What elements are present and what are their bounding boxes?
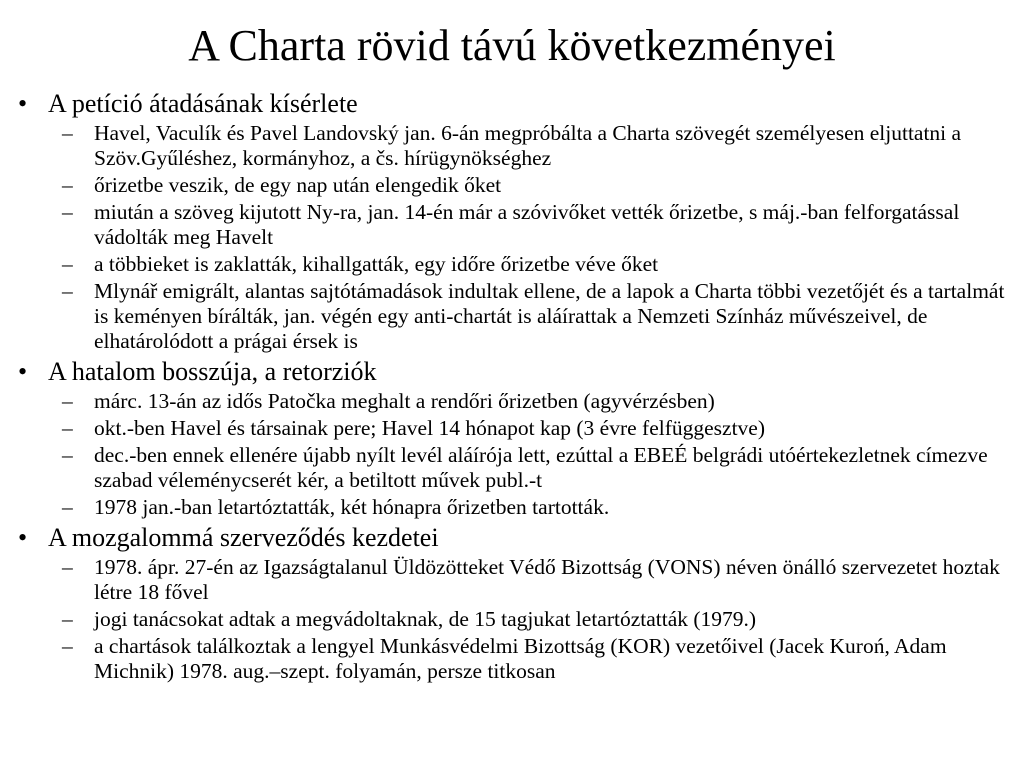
sub-item — [18, 634, 1008, 684]
dash-icon: – — [62, 121, 73, 145]
dash-icon: – — [62, 252, 73, 276]
sub-item-text: 1978 jan.-ban letartóztatták, két hónapra őrizetben tartották. — [94, 495, 610, 519]
bullet-heading — [18, 522, 1008, 553]
bullet-icon: • — [18, 523, 28, 552]
sub-item-text: márc. 13-án az idős Patočka meghalt a rendőri őrizetben (agyvérzésben) — [94, 389, 715, 413]
dash-icon: – — [62, 389, 73, 413]
sub-item — [18, 416, 1008, 441]
sub-item — [18, 252, 1008, 277]
sub-item-text: 1978. ápr. 27-én az Igazságtalanul Üldözötteket Védő Bizottság (VONS) néven önálló szervezetet hoztak létre 18 fővel — [94, 555, 1000, 604]
sub-item-text: a többieket is zaklatták, kihallgatták, egy időre őrizetbe véve őket — [94, 252, 659, 276]
sub-item — [18, 121, 1008, 171]
sub-item — [18, 607, 1008, 632]
sub-item-text: miután a szöveg kijutott Ny-ra, jan. 14-én már a szóvivőket vették őrizetbe, s máj.-ban felforgatással vádolták meg Havelt — [94, 200, 960, 249]
bullet-heading — [18, 88, 1008, 119]
dash-icon: – — [62, 416, 73, 440]
dash-icon: – — [62, 495, 73, 519]
bullet-heading — [18, 356, 1008, 387]
sub-item — [18, 555, 1008, 605]
sub-item-text: jogi tanácsokat adtak a megvádoltaknak, de 15 tagjukat letartóztatták (1979.) — [94, 607, 757, 631]
sub-item — [18, 495, 1008, 520]
dash-icon: – — [62, 173, 73, 197]
bullet-icon: • — [18, 357, 28, 386]
sub-item-text: őrizetbe veszik, de egy nap után elengedik őket — [94, 173, 502, 197]
dash-icon: – — [62, 555, 73, 579]
sub-item-text: Mlynář emigrált, alantas sajtótámadások indultak ellene, de a lapok a Charta többi vezetőjét és a tartalmát is keményen bírálták, jan. végén egy anti-chartát is aláírattak a Nemzeti Színház művészeivel, de elhatárolódott a prágai érsek is — [94, 279, 1005, 353]
sub-item — [18, 173, 1008, 198]
dash-icon: – — [62, 279, 73, 303]
heading-text: A hatalom bosszúja, a retorziók — [48, 357, 377, 386]
dash-icon: – — [62, 607, 73, 631]
dash-icon: – — [62, 443, 73, 467]
slide-content — [18, 86, 1008, 684]
sub-item — [18, 200, 1008, 250]
dash-icon: – — [62, 634, 73, 658]
sub-item-text: a chartások találkoztak a lengyel Munkásvédelmi Bizottság (KOR) vezetőivel (Jacek Kuroń, Adam Michnik) 1978. aug.–szept. folyamán, persze titkosan — [94, 634, 947, 683]
dash-icon: – — [62, 200, 73, 224]
sub-item-text: dec.-ben ennek ellenére újabb nyílt levél aláírója lett, ezúttal a EBEÉ belgrádi utóértekezletnek címezve szabad véleménycserét kér, a betiltott művek publ.-t — [94, 443, 988, 492]
sub-item-text: okt.-ben Havel és társainak pere; Havel 14 hónapot kap (3 évre felfüggesztve) — [94, 416, 766, 440]
sub-item — [18, 279, 1008, 354]
sub-item — [18, 389, 1008, 414]
sub-item — [18, 443, 1008, 493]
bullet-icon: • — [18, 89, 28, 118]
sub-item-text: Havel, Vaculík és Pavel Landovský jan. 6-án megpróbálta a Charta szövegét személyesen eljuttatni a Szöv.Gyűléshez, kormányhoz, a čs. hírügynökséghez — [94, 121, 962, 170]
heading-text: A mozgalommá szerveződés kezdetei — [48, 523, 439, 552]
heading-text: A petíció átadásának kísérlete — [48, 89, 358, 118]
slide-title: A Charta rövid távú következményei — [188, 21, 836, 70]
